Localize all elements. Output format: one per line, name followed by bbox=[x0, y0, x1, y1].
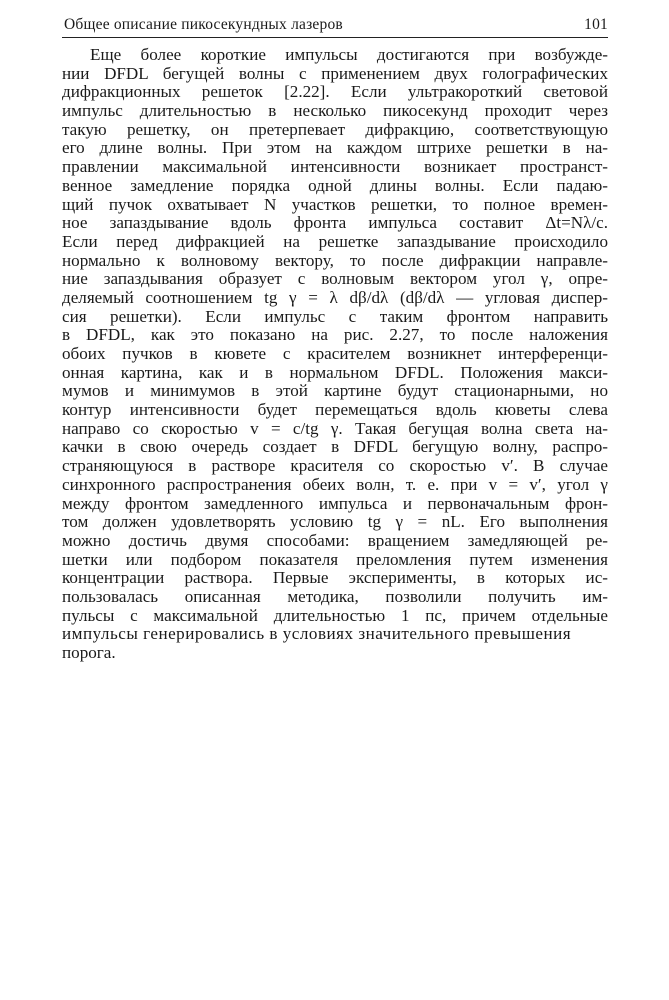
text-line: нии DFDL бегущей волны с применением двух голографических bbox=[62, 64, 608, 83]
page-number: 101 bbox=[584, 16, 608, 33]
text-line: импульсы генерировались в условиях значительного превышения bbox=[62, 625, 572, 644]
text-line: деляемый соотношением tg γ = λ dβ/dλ (dβ/dλ — угловая диспер- bbox=[62, 288, 608, 307]
text-line: обоих пучков в кювете с красителем возникнет интерференци- bbox=[62, 345, 608, 363]
running-title: Общее описание пикосекундных лазеров bbox=[64, 16, 343, 33]
text-line: порога. bbox=[62, 644, 116, 662]
text-line: сия решетки). Если импульс с таким фронтом направить bbox=[62, 307, 608, 326]
text-line: можно достичь двумя способами: вращением замедляющей ре- bbox=[62, 531, 608, 550]
text-line: ние запаздывания образует с волновым вектором угол γ, опре- bbox=[62, 270, 608, 289]
text-line: Если перед дифракцией на решетке запаздывание происходило bbox=[62, 232, 608, 251]
text-line: правлении максимальной интенсивности возникает пространст- bbox=[62, 158, 608, 177]
text-line: пользовалась описанная методика, позволили получить им- bbox=[62, 587, 608, 606]
header-rule bbox=[62, 37, 608, 38]
text-line: контур интенсивности будет перемещаться вдоль кюветы слева bbox=[62, 401, 608, 420]
text-line: ное запаздывание вдоль фронта импульса составит Δt=Nλ/c. bbox=[62, 214, 608, 233]
text-line: Еще более короткие импульсы достигаются при возбужде- bbox=[90, 46, 608, 64]
text-line: в DFDL, как это показано на рис. 2.27, то после наложения bbox=[62, 326, 608, 345]
text-line: дифракционных решеток [2.22]. Если ультракороткий световой bbox=[62, 83, 608, 102]
text-line: мумов и минимумов в этой картине будут стационарными, но bbox=[62, 382, 608, 401]
text-line: том должен удовлетворять условию tg γ = nL. Его выполнения bbox=[62, 513, 608, 532]
text-line: синхронного распространения обеих волн, т. е. при v = v′, угол γ bbox=[62, 475, 608, 494]
text-line: шетки или подбором показателя преломления путем изменения bbox=[62, 550, 608, 569]
text-line: пульсы с максимальной длительностью 1 пс, причем отдельные bbox=[62, 606, 608, 625]
body-paragraphs bbox=[62, 46, 608, 663]
text-line: направо со скоростью v = c/tg γ. Такая бегущая волна света на- bbox=[62, 419, 608, 438]
text-line: нормально к волновому вектору, то после дифракции направле- bbox=[62, 251, 608, 270]
text-line: щий пучок охватывает N участков решетки, то полное времен- bbox=[62, 195, 608, 214]
text-line: его длине волны. При этом на каждом штрихе решетки в на- bbox=[62, 139, 608, 158]
running-head bbox=[62, 14, 608, 36]
text-line: между фронтом замедленного импульса и первоначальным фрон- bbox=[62, 494, 608, 513]
text-line: импульс длительностью в несколько пикосекунд проходит через bbox=[62, 102, 608, 121]
text-line: венное замедление порядка одной длины волны. Если падаю- bbox=[62, 176, 608, 195]
book-page bbox=[62, 0, 608, 1000]
text-line: такую решетку, он претерпевает дифракцию, соответствующую bbox=[62, 120, 608, 139]
text-line: качки в свою очередь создает в DFDL бегущую волну, распро- bbox=[62, 438, 608, 457]
text-line: концентрации раствора. Первые эксперименты, в которых ис- bbox=[62, 569, 608, 588]
text-line: страняющуюся в растворе красителя со скоростью v′. В случае bbox=[62, 457, 608, 476]
text-line: онная картина, как и в нормальном DFDL. Положения макси- bbox=[62, 363, 608, 382]
